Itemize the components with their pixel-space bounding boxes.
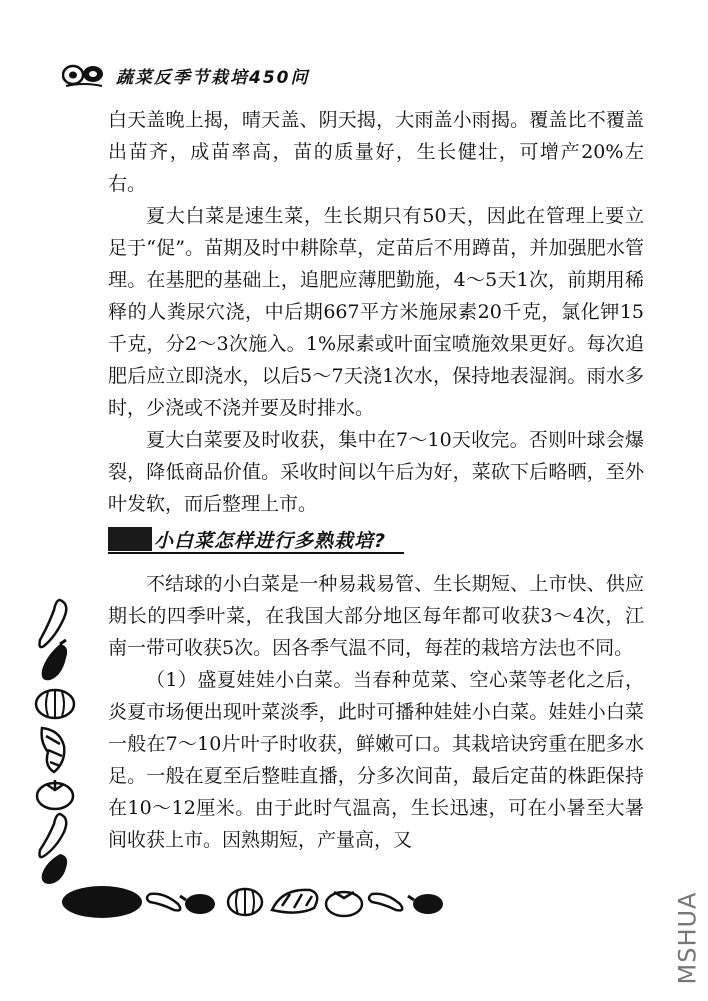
- vegetables-logo-icon: [62, 62, 106, 88]
- body-text-bottom: [108, 568, 644, 856]
- section-heading: [108, 524, 408, 554]
- greens-icon: [42, 728, 65, 772]
- cucumber-icon: [40, 814, 67, 857]
- pumpkin-icon: [228, 889, 262, 915]
- page-header: [62, 60, 310, 90]
- paragraph: 夏大白菜是速生菜，生长期只有50天，因此在管理上要立足于“促”。苗期及时中耕除草，定苗后不用蹲苗，并加强肥水管理。在基肥的基础上，追肥应薄肥勤施，4～5天1次，前期用稀释的人粪尿穴浇，中后期667平方米施尿素20千克，氯化钾15千克，分2～3次施入。1%尿素或叶面宝喷施效果更好。每次追肥后应立即浇水，以后5～7天浇1次水，保持地表湿润。雨水多时，少浇或不浇并要及时排水。: [108, 205, 644, 419]
- eggplant-icon: [408, 894, 443, 914]
- heading-underline: [108, 552, 404, 554]
- greens-icon: [272, 890, 317, 913]
- eggplant-icon: [180, 894, 215, 914]
- paragraph: 不结球的小白菜是一种易栽易管、生长期短、上市快、供应期长的四季叶菜，在我国大部分地区每年都可收获3～4次，江南一带可收获5次。因各季气温不同，每茬的栽培方法也不同。: [108, 573, 644, 659]
- cucumber-icon: [369, 894, 402, 911]
- watermark: [672, 880, 702, 995]
- running-title: 蔬菜反季节栽培450问: [116, 67, 310, 88]
- cucumber-icon: [147, 894, 180, 911]
- heading-marker-bar: [108, 527, 152, 551]
- body-text-top: [108, 104, 644, 520]
- pumpkin-icon: [36, 690, 74, 718]
- cucumber-icon: [40, 600, 67, 647]
- tomato-icon: [37, 780, 73, 809]
- black-ellipse: [62, 886, 142, 918]
- side-decoration: [30, 596, 80, 886]
- paragraph: （1）盛夏娃娃小白菜。当春种苋菜、空心菜等老化之后，炎夏市场便出现叶菜淡季，此时可播种娃娃小白菜。娃娃小白菜一般在7～10片叶子时收获，鲜嫩可口。其栽培诀窍重在肥多水足。一般在夏至后整畦直播，分多次间苗，最后定苗的株距保持在10～12厘米。由于此时气温高，生长迅速，可在小暑至大暑间收获上市。因熟期短，产量高，又: [108, 669, 644, 851]
- tomato-icon: [326, 892, 362, 916]
- paragraph: 夏大白菜要及时收获，集中在7～10天收完。否则叶球会爆裂，降低商品价值。采收时间以午后为好，菜砍下后略晒，至外叶发软，而后整理上市。: [108, 429, 644, 515]
- footer-decoration: [60, 880, 460, 920]
- section-heading-text: 小白菜怎样进行多熟栽培?: [154, 529, 387, 552]
- paragraph: 白天盖晚上揭，晴天盖、阴天揭，大雨盖小雨揭。覆盖比不覆盖出苗齐，成苗率高，苗的质量好，生长健壮，可增产20%左右。: [108, 109, 644, 195]
- watermark-text: MSHUA: [673, 891, 702, 984]
